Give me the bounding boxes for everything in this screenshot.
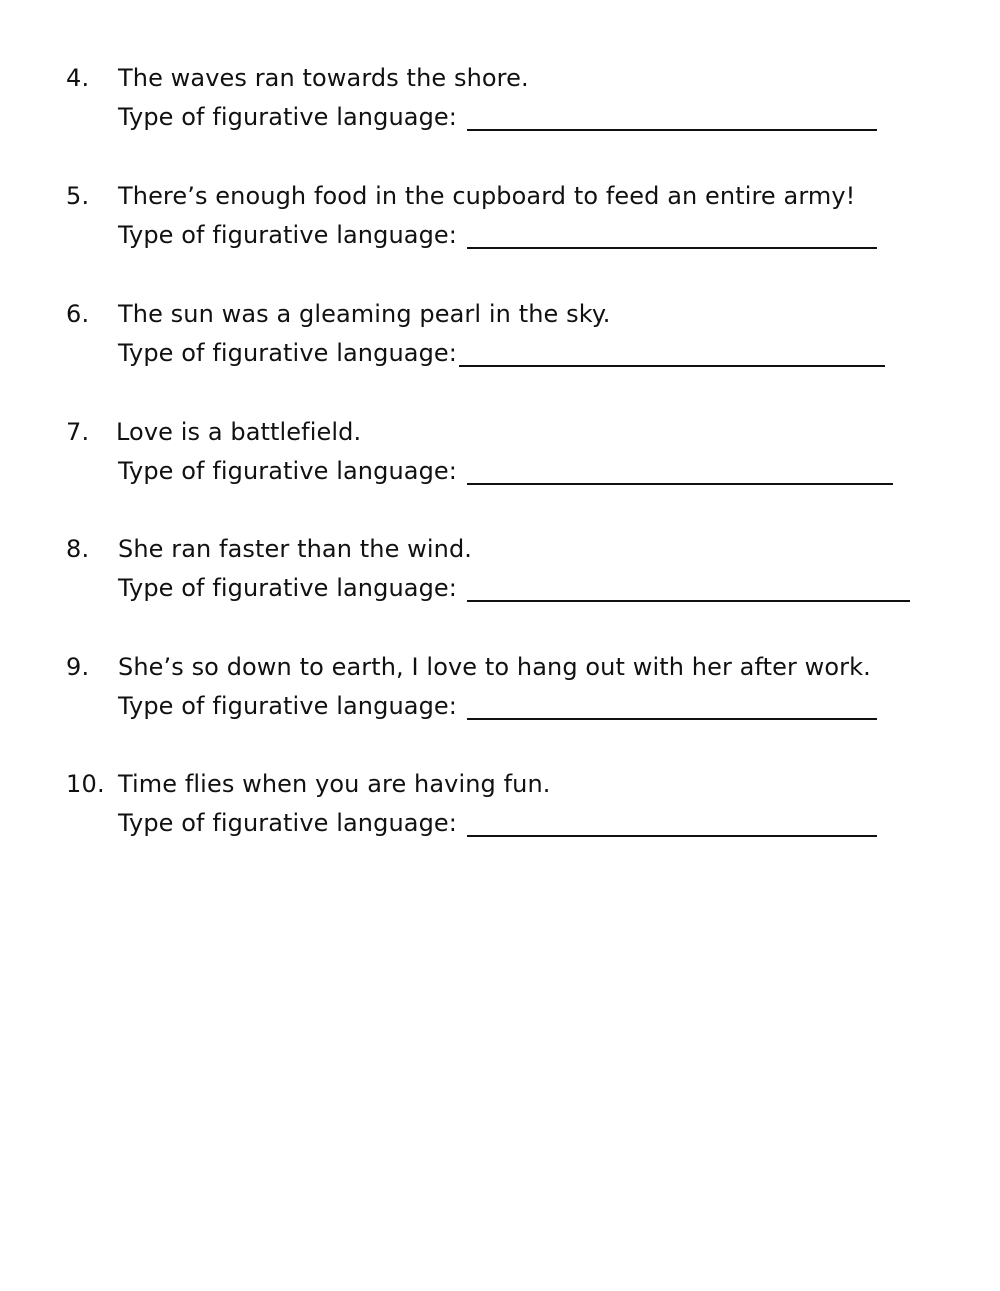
question-sentence: She’s so down to earth, I love to hang out with her after work. bbox=[118, 653, 871, 681]
answer-blank[interactable] bbox=[467, 220, 877, 249]
question-8 bbox=[66, 534, 966, 614]
question-number: 9. bbox=[66, 653, 90, 681]
question-number: 8. bbox=[66, 535, 90, 563]
answer-row bbox=[118, 338, 958, 368]
question-6 bbox=[66, 299, 966, 379]
question-9 bbox=[66, 652, 966, 732]
question-5 bbox=[66, 181, 966, 261]
answer-prompt: Type of figurative language: bbox=[118, 692, 457, 720]
question-10 bbox=[66, 769, 966, 849]
answer-prompt: Type of figurative language: bbox=[118, 574, 457, 602]
answer-prompt: Type of figurative language: bbox=[118, 809, 457, 837]
answer-row bbox=[118, 573, 958, 603]
question-sentence: Time flies when you are having fun. bbox=[118, 770, 551, 798]
answer-blank[interactable] bbox=[467, 808, 877, 837]
answer-row bbox=[118, 808, 958, 838]
question-number: 5. bbox=[66, 182, 90, 210]
answer-prompt: Type of figurative language: bbox=[118, 457, 457, 485]
question-number: 10. bbox=[66, 770, 105, 798]
question-sentence: Love is a battlefield. bbox=[116, 418, 362, 446]
question-sentence: The waves ran towards the shore. bbox=[118, 64, 529, 92]
answer-prompt: Type of figurative language: bbox=[118, 103, 457, 131]
answer-blank[interactable] bbox=[467, 102, 877, 131]
answer-row bbox=[118, 456, 958, 486]
question-number: 7. bbox=[66, 418, 90, 446]
answer-blank[interactable] bbox=[467, 573, 910, 602]
question-sentence: There’s enough food in the cupboard to feed an entire army! bbox=[118, 182, 856, 210]
answer-prompt: Type of figurative language: bbox=[118, 221, 457, 249]
question-number: 6. bbox=[66, 300, 90, 328]
question-7 bbox=[66, 417, 966, 497]
answer-blank[interactable] bbox=[467, 456, 893, 485]
answer-row bbox=[118, 691, 958, 721]
question-number: 4. bbox=[66, 64, 90, 92]
answer-row bbox=[118, 220, 958, 250]
answer-blank[interactable] bbox=[459, 338, 885, 367]
answer-prompt: Type of figurative language: bbox=[118, 339, 457, 367]
question-sentence: She ran faster than the wind. bbox=[118, 535, 473, 563]
answer-row bbox=[118, 102, 958, 132]
answer-blank[interactable] bbox=[467, 691, 877, 720]
question-4 bbox=[66, 63, 966, 143]
question-sentence: The sun was a gleaming pearl in the sky. bbox=[118, 300, 611, 328]
